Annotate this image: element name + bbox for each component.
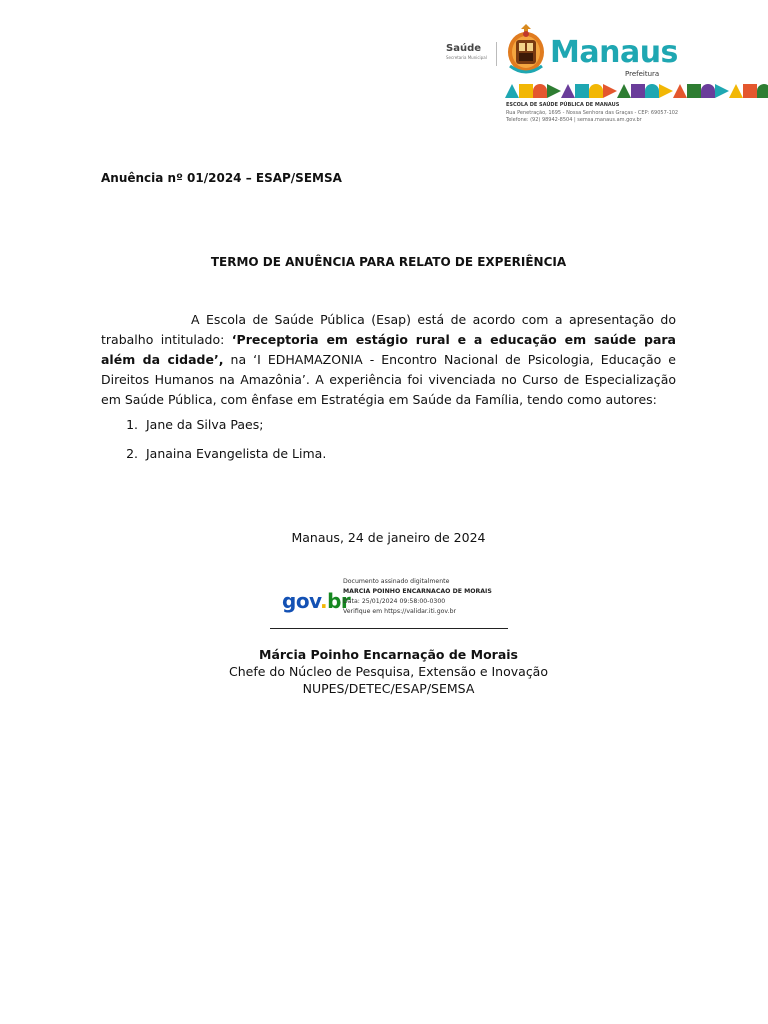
- signature-label: Documento assinado digitalmente: [343, 578, 450, 585]
- signature-line: [270, 628, 508, 629]
- signatory-name: Márcia Poinho Encarnação de Morais: [259, 647, 518, 662]
- signer-name-caps: MARCIA POINHO ENCARNACAO DE MORAIS: [343, 588, 492, 595]
- saude-logo: [446, 43, 492, 61]
- digital-signature-stamp: [282, 577, 502, 621]
- strip-segment: [547, 84, 561, 98]
- signature-verify: Verifique em https://validar.iti.gov.br: [343, 608, 457, 615]
- strip-segment: [603, 84, 617, 98]
- strip-segment: [757, 84, 768, 98]
- date-line: Manaus, 24 de janeiro de 2024: [291, 530, 486, 545]
- city-emblem-icon: [504, 22, 548, 78]
- list-item: [101, 415, 326, 444]
- author-name: Jane da Silva Paes;: [146, 417, 264, 432]
- signature-date: Data: 25/01/2024 09:58:00-0300: [343, 598, 446, 605]
- brand-name: Manaus: [550, 35, 678, 70]
- institution-contact: Telefone: (92) 98942-8504 | semsa.manaus.am.gov.br: [506, 117, 642, 124]
- document-reference: Anuência nº 01/2024 – ESAP/SEMSA: [101, 171, 342, 185]
- strip-segment: [519, 84, 533, 98]
- strip-segment: [505, 84, 519, 98]
- govbr-logo: gov.br: [282, 589, 351, 613]
- decorative-color-strip: [505, 84, 768, 98]
- work-title: ‘Preceptoria em estágio rural e a educação em saúde para além da cidade’,: [101, 332, 676, 367]
- main-paragraph: [101, 310, 676, 410]
- signatory-unit: NUPES/DETEC/ESAP/SEMSA: [302, 681, 475, 696]
- strip-segment: [687, 84, 701, 98]
- strip-segment: [533, 84, 547, 98]
- signatory-role: Chefe do Núcleo de Pesquisa, Extensão e Inovação: [229, 664, 548, 679]
- signatory-block: [101, 646, 676, 697]
- institution-name: ESCOLA DE SAÚDE PÚBLICA DE MANAUS: [506, 102, 620, 108]
- strip-segment: [631, 84, 645, 98]
- strip-segment: [729, 84, 743, 98]
- institution-address: Rua Penetração, 1695 - Nossa Senhora das Graças - CEP: 69057-102: [506, 109, 679, 116]
- strip-segment: [617, 84, 631, 98]
- strip-segment: [673, 84, 687, 98]
- saude-label: Saúde: [446, 43, 482, 54]
- strip-segment: [589, 84, 603, 98]
- signature-details: [343, 577, 492, 617]
- document-heading: TERMO DE ANUÊNCIA PARA RELATO DE EXPERIÊNCIA: [210, 255, 567, 269]
- author-name: Janaina Evangelista de Lima.: [146, 446, 327, 461]
- strip-segment: [715, 84, 729, 98]
- strip-segment: [561, 84, 575, 98]
- strip-segment: [645, 84, 659, 98]
- strip-segment: [701, 84, 715, 98]
- list-number: 1.: [126, 417, 138, 432]
- paragraph-text-1: A Escola de Saúde Pública (Esap) está de acordo com a apresentação do trabalho intitulado:: [101, 312, 676, 347]
- strip-segment: [659, 84, 673, 98]
- authors-list: [101, 415, 326, 473]
- list-number: 2.: [126, 446, 138, 461]
- paragraph-text-2: na ‘I EDHAMAZONIA - Encontro Nacional de Psicologia, Educação e Direitos Humanos na Amazônia’. A experiência foi vivenciada no Curso de Especialização em Saúde Pública, com ênfase em Estratégia em Saúde da Família, tendo como autores:: [101, 352, 677, 407]
- institution-info: [506, 102, 768, 125]
- saude-sub-label: Secretaria Municipal: [446, 55, 487, 60]
- strip-segment: [743, 84, 757, 98]
- strip-segment: [575, 84, 589, 98]
- brand-subtitle: Prefeitura: [625, 70, 660, 78]
- header-divider: [496, 42, 497, 66]
- list-item: [101, 444, 326, 473]
